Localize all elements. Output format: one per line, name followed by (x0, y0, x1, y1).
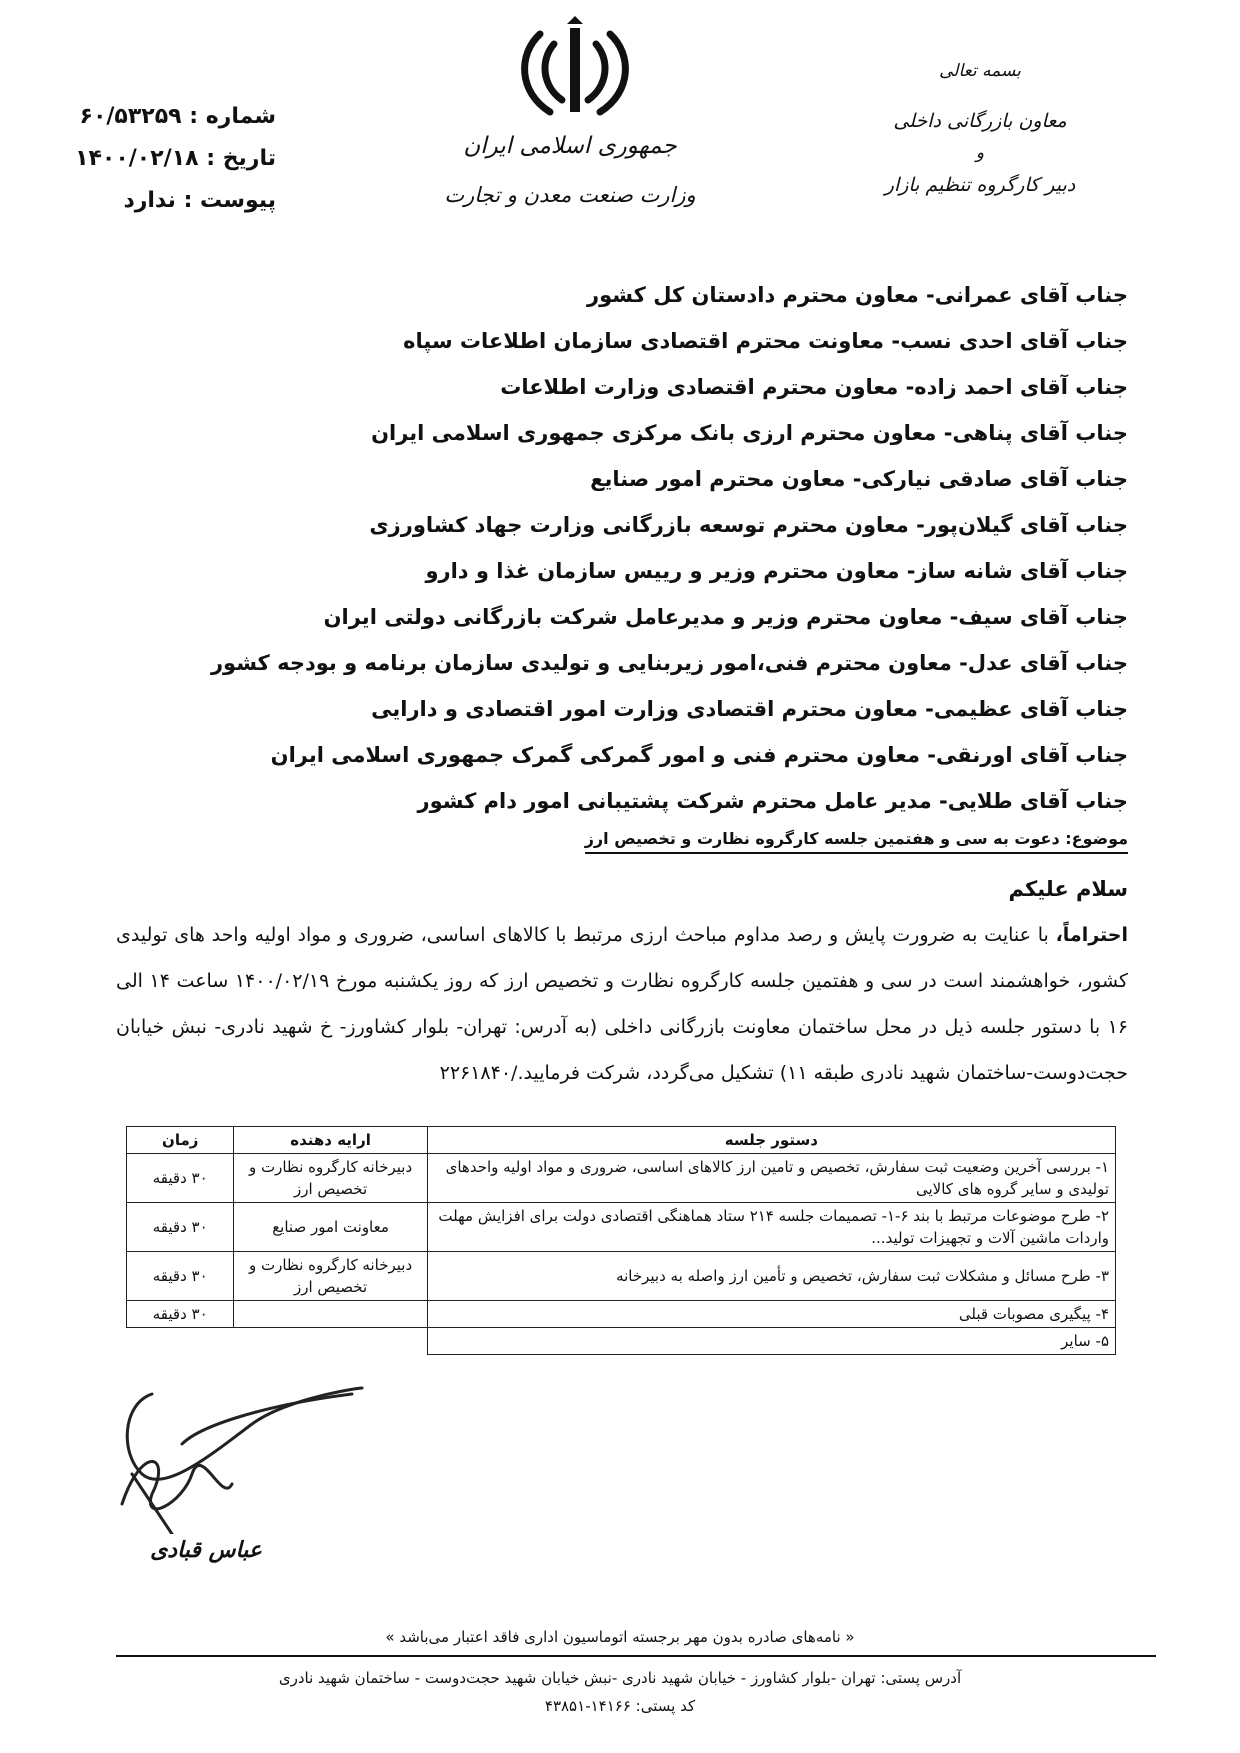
recipient: جناب آقای سیف- معاون محترم وزیر و مدیرعامل شرکت بازرگانی دولتی ایران (323, 605, 1128, 629)
footer-divider (116, 1655, 1156, 1657)
letter-subject: موضوع: دعوت به سی و هفتمین جلسه کارگروه نظارت و تخصیص ارز (585, 826, 1128, 854)
body-lead: احتراماً، (1055, 924, 1128, 946)
table-row (127, 1252, 1116, 1301)
signer-name: عباس قبادی (150, 1538, 262, 1563)
table-row (127, 1301, 1116, 1328)
recipient: جناب آقای پناهی- معاون محترم ارزی بانک مرکزی جمهوری اسلامی ایران (371, 421, 1128, 445)
table-row (127, 1154, 1116, 1203)
sender-and: و (975, 143, 985, 163)
agenda-presenter (234, 1301, 427, 1328)
letter-date-value: ۱۴۰۰/۰۲/۱۸ (75, 146, 199, 171)
recipient: جناب آقای اورنقی- معاون محترم فنی و امور گمرکی گمرک جمهوری اسلامی ایران (270, 743, 1128, 767)
recipient: جناب آقای عمرانی- معاون محترم دادستان کل کشور (587, 283, 1128, 307)
table-row (127, 1328, 1116, 1355)
agenda-topic: ۵- سایر (427, 1328, 1115, 1355)
recipient: جناب آقای گیلان‌پور- معاون محترم توسعه بازرگانی وزارت جهاد کشاورزی (369, 513, 1128, 537)
footer-postal-code: کد پستی: ۱۴۱۶۶-۴۳۸۵۱ (544, 1697, 696, 1715)
letter-attachment (46, 180, 276, 222)
letter-number (46, 96, 276, 138)
agenda-header-topic: دستور جلسه (427, 1127, 1115, 1154)
agenda-time: ۳۰ دقیقه (127, 1252, 234, 1301)
recipient: جناب آقای شانه ساز- معاون محترم وزیر و رییس سازمان غذا و دارو (425, 559, 1128, 583)
agenda-time (127, 1328, 234, 1355)
footer-notice: « نامه‌های صادره بدون مهر برجسته اتوماسیون اداری فاقد اعتبار می‌باشد » (385, 1628, 855, 1646)
recipient: جناب آقای عدل- معاون محترم فنی،امور زیربنایی و تولیدی سازمان برنامه و بودجه کشور (210, 651, 1128, 675)
agenda-topic: ۲- طرح موضوعات مرتبط با بند ۶-۱- تصمیمات جلسه ۲۱۴ ستاد هماهنگی اقتصادی دولت برای افزایش مهلت واردات ماشین آلات و تجهیزات تولید... (427, 1203, 1115, 1252)
recipient: جناب آقای احدی نسب- معاونت محترم اقتصادی سازمان اطلاعات سپاه (403, 329, 1128, 353)
document-meta (46, 96, 276, 222)
greeting: سلام علیکم (1008, 877, 1128, 901)
agenda-topic: ۴- پیگیری مصوبات قبلی (427, 1301, 1115, 1328)
recipient: جناب آقای احمد زاده- معاون محترم اقتصادی وزارت اطلاعات (500, 375, 1128, 399)
sender-block (860, 56, 1100, 202)
agenda-presenter: دبیرخانه کارگروه نظارت و تخصیص ارز (234, 1252, 427, 1301)
letter-number-value: ۶۰/۵۳۲۵۹ (79, 104, 182, 129)
letter-attachment-value: ندارد (123, 188, 176, 213)
agenda-presenter (234, 1328, 427, 1355)
agenda-table (126, 1126, 1116, 1355)
agenda-header-presenter: ارایه دهنده (234, 1127, 427, 1154)
body-text: با عنایت به ضرورت پایش و رصد مداوم مباحث ارزی مرتبط با کالاهای اساسی، ضروری و مواد اولیه واحد های تولیدی کشور، خواهشمند است در سی و هفتمین جلسه کارگروه نظارت و تخصیص ارز که روز یکشنبه مورخ ۱۴۰۰/۰۲/۱۹ ساعت ۱۴ الی ۱۶ با دستور جلسه ذیل در محل ساختمان معاونت بازرگانی داخلی (به آدرس: تهران- بلوار کشاورز- خ شهید نادری- نبش خیابان حجت‌دوست-ساختمان شهید نادری طبقه ۱۱) تشکیل می‌گردد، شرکت فرمایید./۲۲۶۱۸۴۰ (116, 924, 1128, 1084)
recipient: جناب آقای طلایی- مدیر عامل محترم شرکت پشتیبانی امور دام کشور (417, 789, 1128, 813)
recipient: جناب آقای صادقی نیارکی- معاون محترم امور صنایع (590, 467, 1128, 491)
republic-name: جمهوری اسلامی ایران (463, 133, 677, 159)
agenda-topic: ۳- طرح مسائل و مشکلات ثبت سفارش، تخصیص و تأمین ارز واصله به دبیرخانه (427, 1252, 1115, 1301)
letter-date (46, 138, 276, 180)
iran-emblem-icon (510, 14, 640, 124)
recipient: جناب آقای عظیمی- معاون محترم اقتصادی وزارت امور اقتصادی و دارایی (371, 697, 1128, 721)
agenda-header-row (127, 1127, 1116, 1154)
footer-address-block (0, 1664, 1240, 1720)
agenda-topic: ۱- بررسی آخرین وضعیت ثبت سفارش، تخصیص و تامین ارز کالاهای اساسی، ضروری و مواد اولیه واحدهای تولیدی و سایر گروه های کالایی (427, 1154, 1115, 1203)
agenda-presenter: دبیرخانه کارگروه نظارت و تخصیص ارز (234, 1154, 427, 1203)
sender-title-1: معاون بازرگانی داخلی (893, 110, 1067, 132)
agenda-time: ۳۰ دقیقه (127, 1203, 234, 1252)
letter-date-label: تاریخ : (206, 146, 276, 171)
agenda-header-time: زمان (127, 1127, 234, 1154)
letter-body (116, 912, 1128, 1096)
recipient-list (128, 272, 1128, 824)
agenda-presenter: معاونت امور صنایع (234, 1203, 427, 1252)
footer-address: آدرس پستی: تهران -بلوار کشاورز - خیابان شهید نادری -نبش خیابان شهید حجت‌دوست - ساختمان شهید نادری (278, 1669, 962, 1687)
agenda-time: ۳۰ دقیقه (127, 1301, 234, 1328)
agenda-time: ۳۰ دقیقه (127, 1154, 234, 1203)
sender-title-2: دبیر کارگروه تنظیم بازار (884, 174, 1076, 196)
handwritten-signature (112, 1384, 382, 1534)
letter-attachment-label: پیوست : (183, 188, 276, 213)
letter-number-label: شماره : (189, 104, 276, 129)
ministry-name: وزارت صنعت معدن و تجارت (444, 183, 696, 207)
ministry-title (420, 128, 720, 212)
table-row (127, 1203, 1116, 1252)
bismillah: بسمه تعالی (939, 61, 1021, 81)
